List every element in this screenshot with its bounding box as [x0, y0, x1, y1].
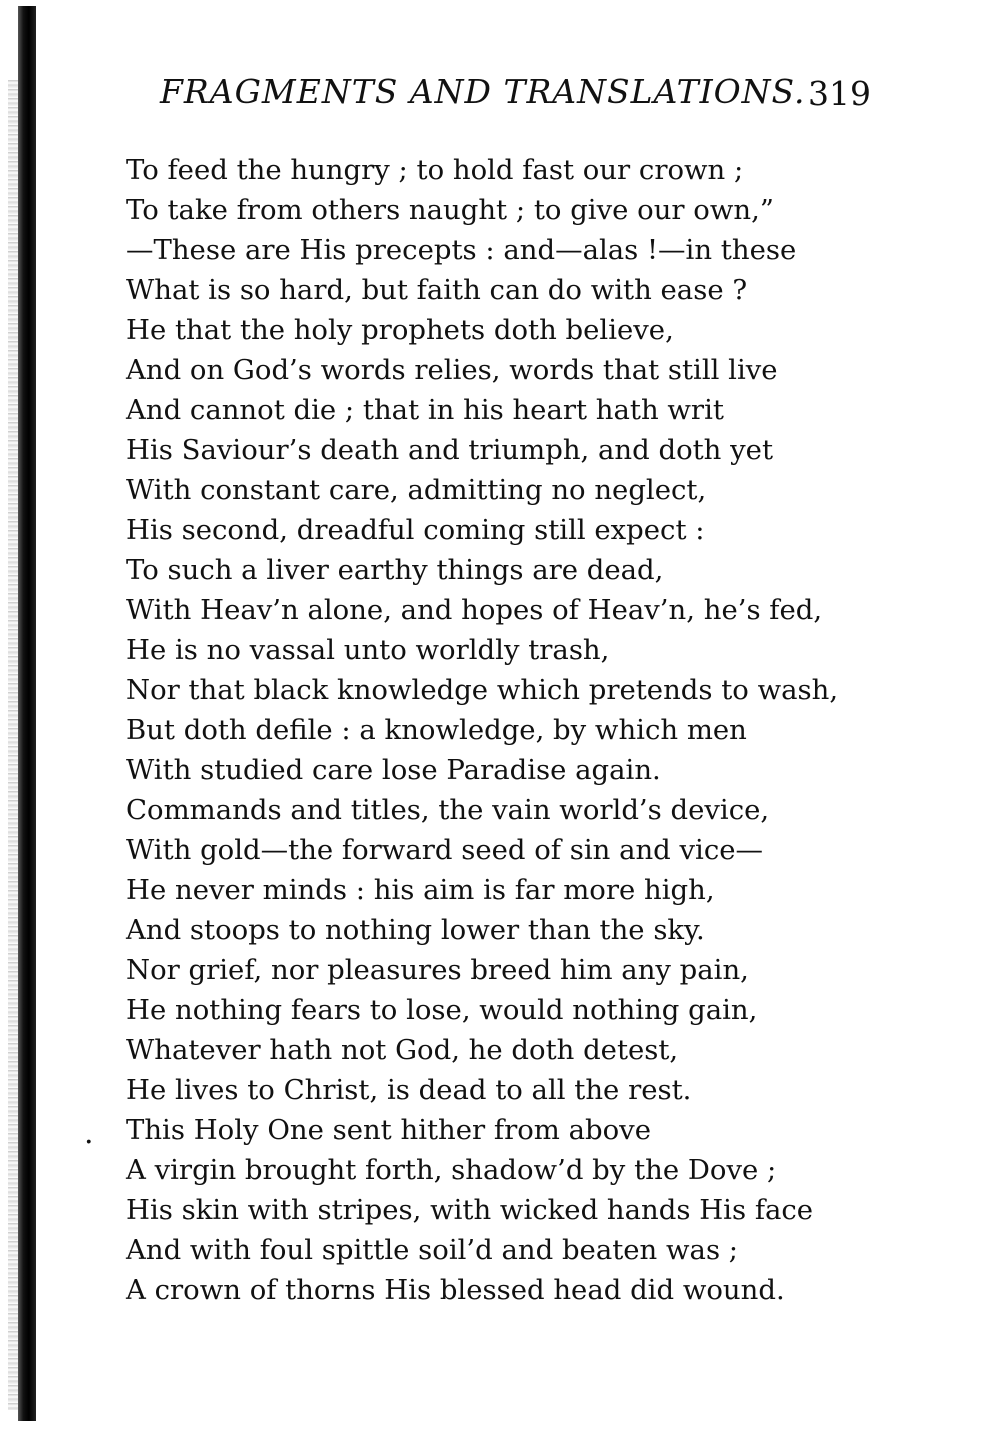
poem-body [126, 150, 886, 1310]
page-edge-texture [8, 80, 18, 1410]
poem-line: Commands and titles, the vain world’s device, [126, 794, 770, 826]
poem-line: His Saviour’s death and triumph, and doth yet [126, 434, 773, 466]
poem-line: Nor that black knowledge which pretends to wash, [126, 674, 839, 706]
page-number: 319 [808, 74, 871, 113]
poem-line: But doth defile : a knowledge, by which men [126, 714, 747, 746]
running-title: FRAGMENTS AND TRANSLATIONS. [160, 72, 806, 111]
running-header [160, 72, 880, 122]
poem-line: And cannot die ; that in his heart hath writ [126, 394, 724, 426]
poem-line: To such a liver earthy things are dead, [126, 554, 664, 586]
poem-line: And on God’s words relies, words that still live [126, 354, 778, 386]
poem-line: And with foul spittle soil’d and beaten was ; [126, 1234, 739, 1266]
poem-line: With constant care, admitting no neglect, [126, 474, 707, 506]
poem-line: A crown of thorns His blessed head did wound. [126, 1274, 785, 1306]
poem-line: With Heav’n alone, and hopes of Heav’n, he’s fed, [126, 594, 823, 626]
poem-line: With gold—the forward seed of sin and vice— [126, 834, 764, 866]
poem-line: His skin with stripes, with wicked hands His face [126, 1194, 814, 1226]
poem-line: He nothing fears to lose, would nothing gain, [126, 994, 758, 1026]
poem-line: Whatever hath not God, he doth detest, [126, 1034, 679, 1066]
poem-line: His second, dreadful coming still expect : [126, 514, 705, 546]
poem-line: He lives to Christ, is dead to all the rest. [126, 1074, 692, 1106]
margin-mark: . [84, 1116, 94, 1151]
poem-line: —These are His precepts : and—alas !—in these [126, 234, 797, 266]
book-spine-edge [18, 6, 36, 1421]
poem-line: This Holy One sent hither from above [126, 1114, 651, 1146]
poem-line: And stoops to nothing lower than the sky. [126, 914, 705, 946]
poem-line: A virgin brought forth, shadow’d by the Dove ; [126, 1154, 777, 1186]
poem-line: Nor grief, nor pleasures breed him any pain, [126, 954, 749, 986]
poem-line: With studied care lose Paradise again. [126, 754, 661, 786]
poem-line: To take from others naught ; to give our own,” [126, 194, 774, 226]
poem-line: He that the holy prophets doth believe, [126, 314, 674, 346]
poem-line: To feed the hungry ; to hold fast our crown ; [126, 154, 744, 186]
poem-line: What is so hard, but faith can do with ease ? [126, 274, 748, 306]
poem-line: He never minds : his aim is far more high, [126, 874, 715, 906]
poem-line: He is no vassal unto worldly trash, [126, 634, 610, 666]
